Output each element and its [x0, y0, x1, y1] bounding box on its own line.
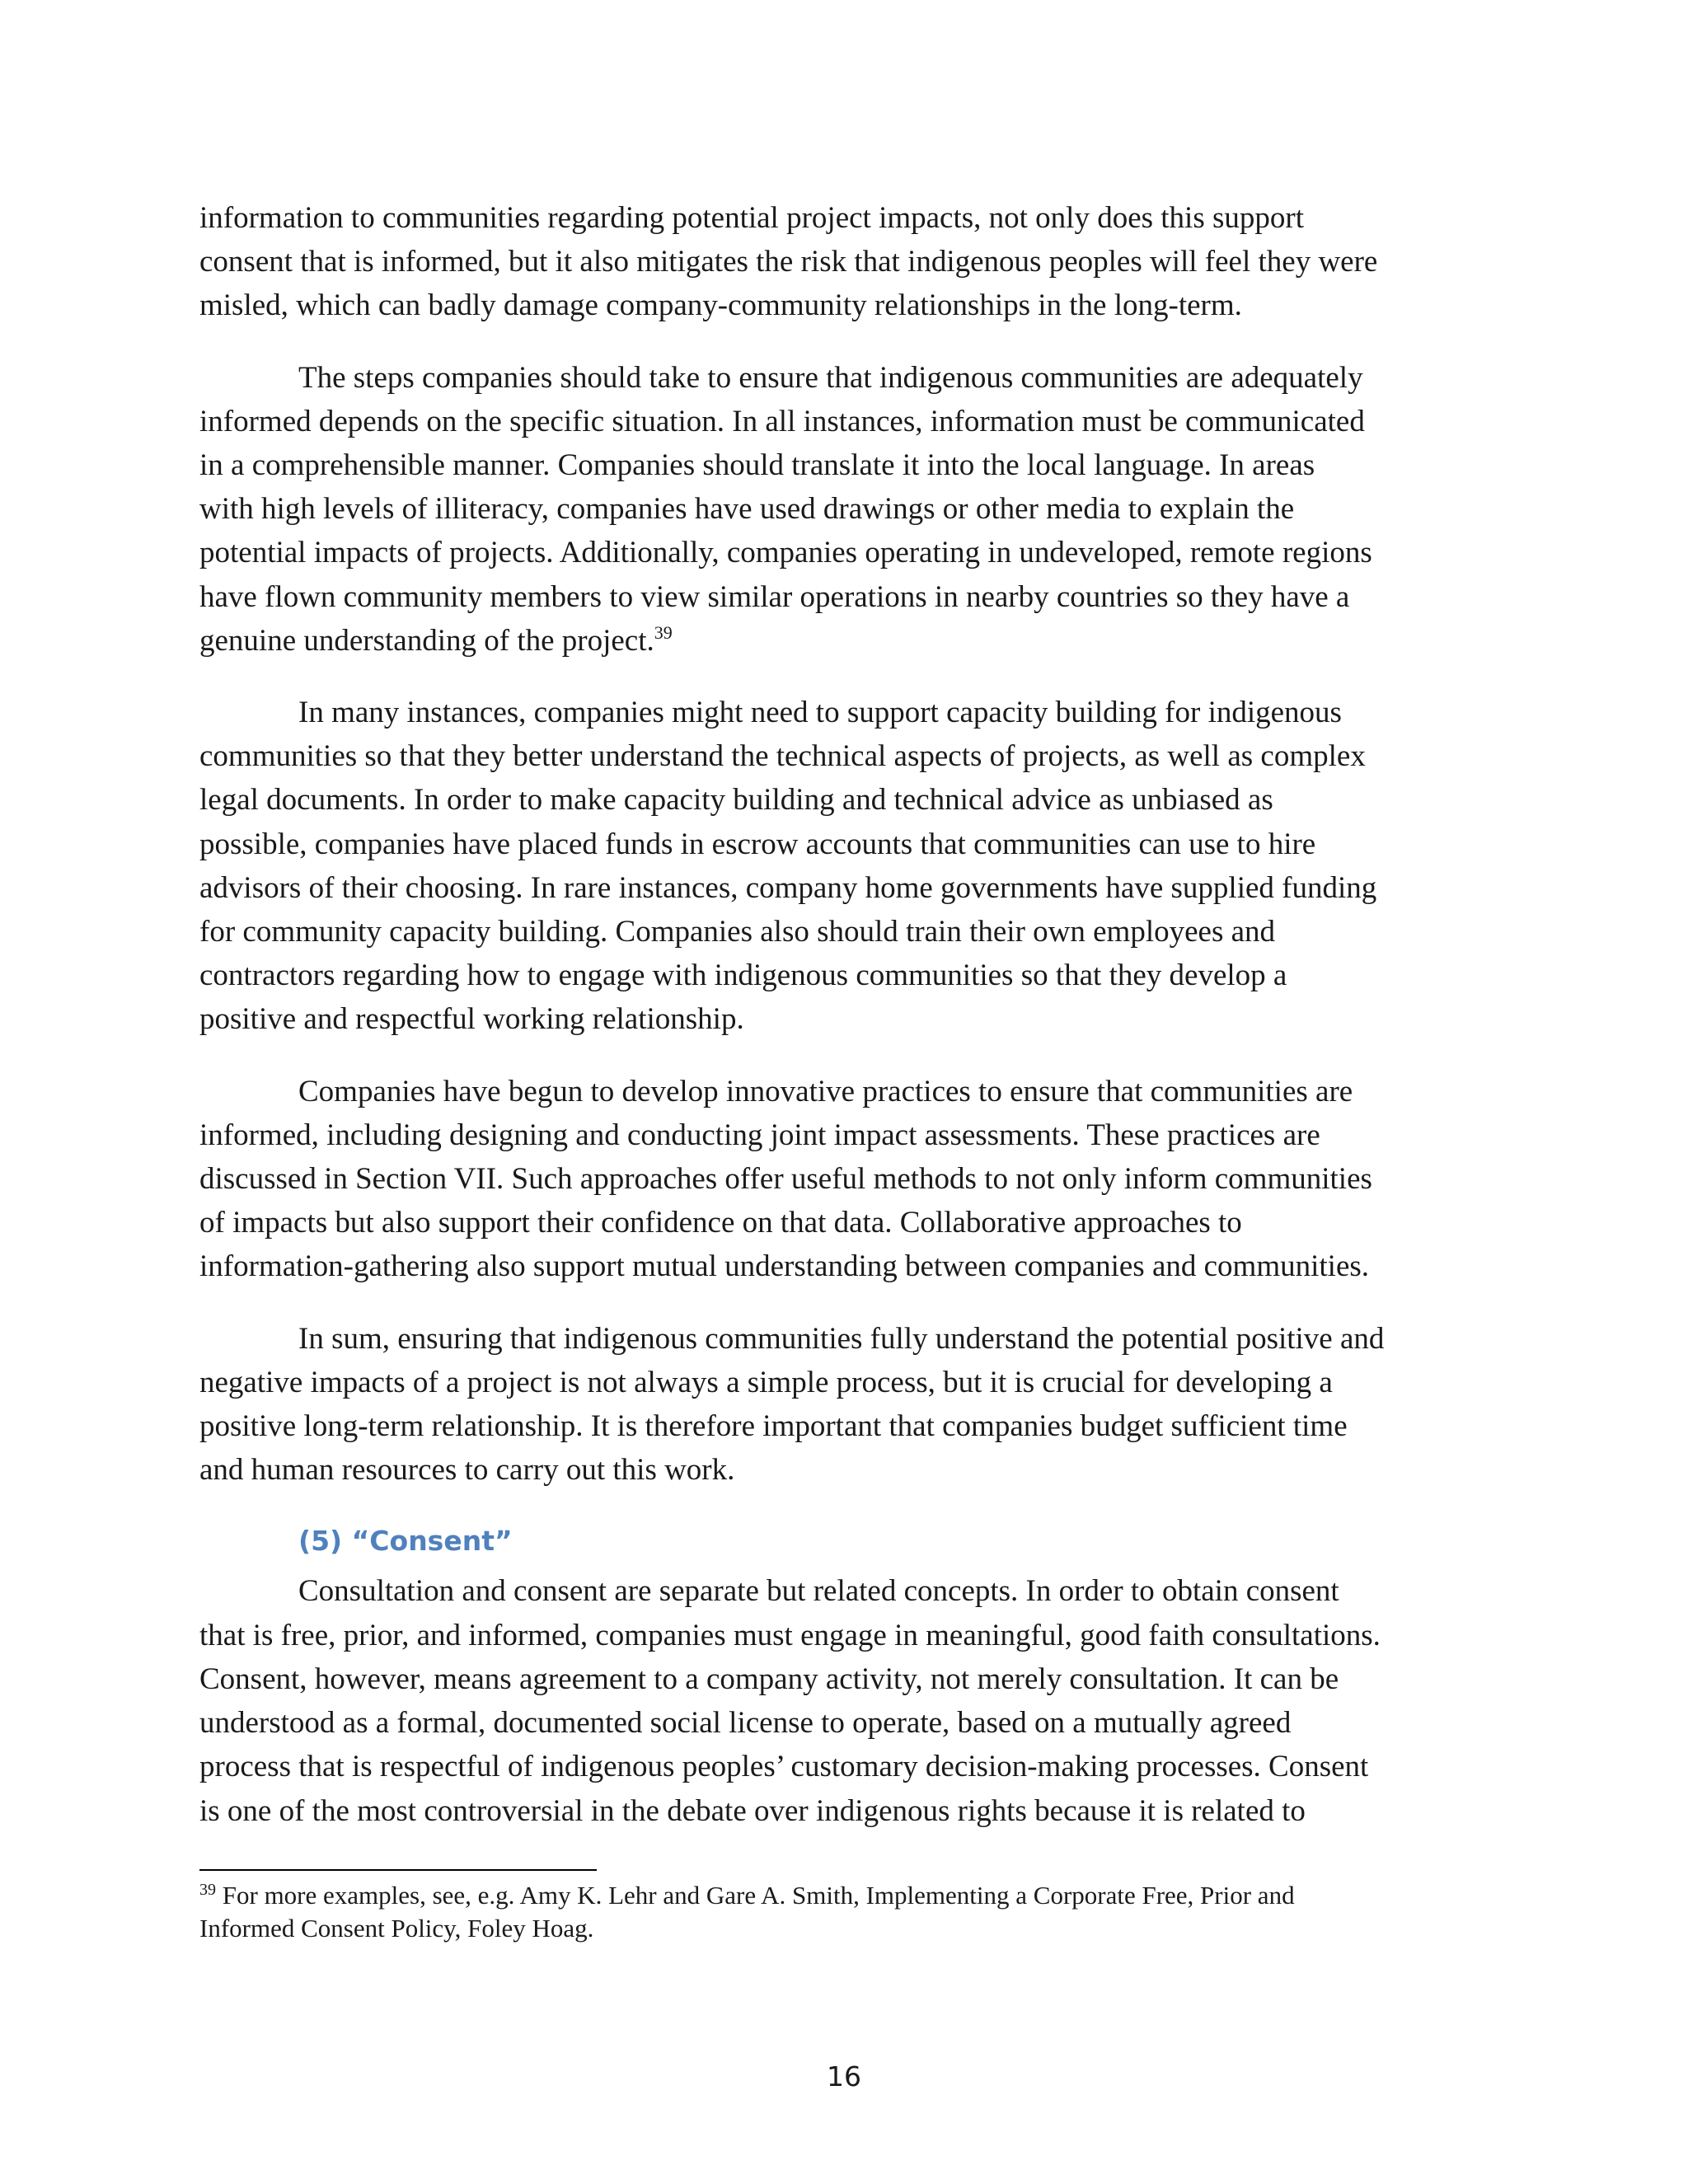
text-line: understood as a formal, documented social license to operate, based on a mutually agreed	[199, 1706, 1292, 1741]
footnote-number: 39	[199, 1881, 216, 1899]
text-line: for community capacity building. Companies also should train their own employees and	[199, 915, 1276, 949]
paragraph-4	[199, 1070, 1489, 1289]
paragraph-2	[199, 356, 1489, 663]
text-line: In many instances, companies might need to support capacity building for indigenous	[298, 696, 1342, 730]
text-line: informed, including designing and conducting joint impact assessments. These practices are	[199, 1118, 1320, 1152]
text-line: negative impacts of a project is not always a simple process, but it is crucial for developing a	[199, 1365, 1333, 1399]
footnote-separator	[199, 1869, 597, 1871]
text-line: discussed in Section VII. Such approaches offer useful methods to not only inform communities	[199, 1162, 1372, 1197]
footnote-39	[199, 1879, 1489, 1945]
text-line: and human resources to carry out this work.	[199, 1453, 735, 1488]
footnote-reference[interactable]: 39	[654, 621, 673, 643]
body-text	[199, 196, 1489, 1833]
text-line: of impacts but also support their confidence on that data. Collaborative approaches to	[199, 1206, 1242, 1240]
text-line: In sum, ensuring that indigenous communities fully understand the potential positive and	[298, 1321, 1385, 1356]
text-line: possible, companies have placed funds in escrow accounts that communities can use to hire	[199, 827, 1316, 861]
text-line: information to communities regarding potential project impacts, not only does this support	[199, 201, 1304, 235]
text-line: Consultation and consent are separate but related concepts. In order to obtain consent	[298, 1574, 1339, 1609]
text-line: consent that is informed, but it also mitigates the risk that indigenous peoples will feel they were	[199, 245, 1378, 279]
text-line: in a comprehensible manner. Companies should translate it into the local language. In areas	[199, 448, 1315, 483]
text-line: potential impacts of projects. Additionally, companies operating in undeveloped, remote regions	[199, 536, 1372, 570]
text-line: is one of the most controversial in the debate over indigenous rights because it is related to	[199, 1793, 1306, 1828]
footnote-line	[199, 1879, 1489, 1912]
text-line-content: genuine understanding of the project.	[199, 623, 654, 658]
paragraph-5	[199, 1317, 1489, 1493]
page-number: 16	[827, 2060, 861, 2093]
text-line: Consent, however, means agreement to a company activity, not merely consultation. It can be	[199, 1661, 1339, 1696]
paragraph-consent	[199, 1569, 1489, 1832]
text-line: informed depends on the specific situation. In all instances, information must be communicated	[199, 404, 1365, 438]
text-line	[199, 619, 1489, 663]
text-line: misled, which can badly damage company-community relationships in the long-term.	[199, 288, 1242, 323]
text-line: with high levels of illiteracy, companies have used drawings or other media to explain the	[199, 492, 1295, 527]
paragraph-3	[199, 691, 1489, 1042]
text-line: information-gathering also support mutual understanding between companies and communities.	[199, 1249, 1370, 1284]
footnote-line: Informed Consent Policy, Foley Hoag.	[199, 1914, 594, 1943]
footnote-text: For more examples, see, e.g. Amy K. Lehr and Gare A. Smith, Implementing a Corporate Free, Prior and	[216, 1881, 1295, 1910]
text-line: communities so that they better understand the technical aspects of projects, as well as complex	[199, 739, 1366, 774]
text-line: have flown community members to view similar operations in nearby countries so they have a	[199, 579, 1350, 614]
text-line: advisors of their choosing. In rare instances, company home governments have supplied funding	[199, 870, 1377, 905]
text-line: legal documents. In order to make capacity building and technical advice as unbiased as	[199, 783, 1273, 818]
text-line: contractors regarding how to engage with indigenous communities so that they develop a	[199, 958, 1287, 993]
text-line: Companies have begun to develop innovative practices to ensure that communities are	[298, 1074, 1353, 1108]
text-line: positive and respectful working relationship.	[199, 1002, 744, 1037]
text-line: process that is respectful of indigenous peoples’ customary decision-making processes. Consent	[199, 1750, 1369, 1784]
paragraph-1	[199, 196, 1489, 328]
text-line: that is free, prior, and informed, companies must engage in meaningful, good faith consultations.	[199, 1618, 1381, 1652]
section-heading-consent: (5) “Consent”	[298, 1525, 513, 1558]
text-line: positive long-term relationship. It is therefore important that companies budget sufficient time	[199, 1409, 1348, 1444]
text-line: The steps companies should take to ensure that indigenous communities are adequately	[298, 360, 1363, 395]
